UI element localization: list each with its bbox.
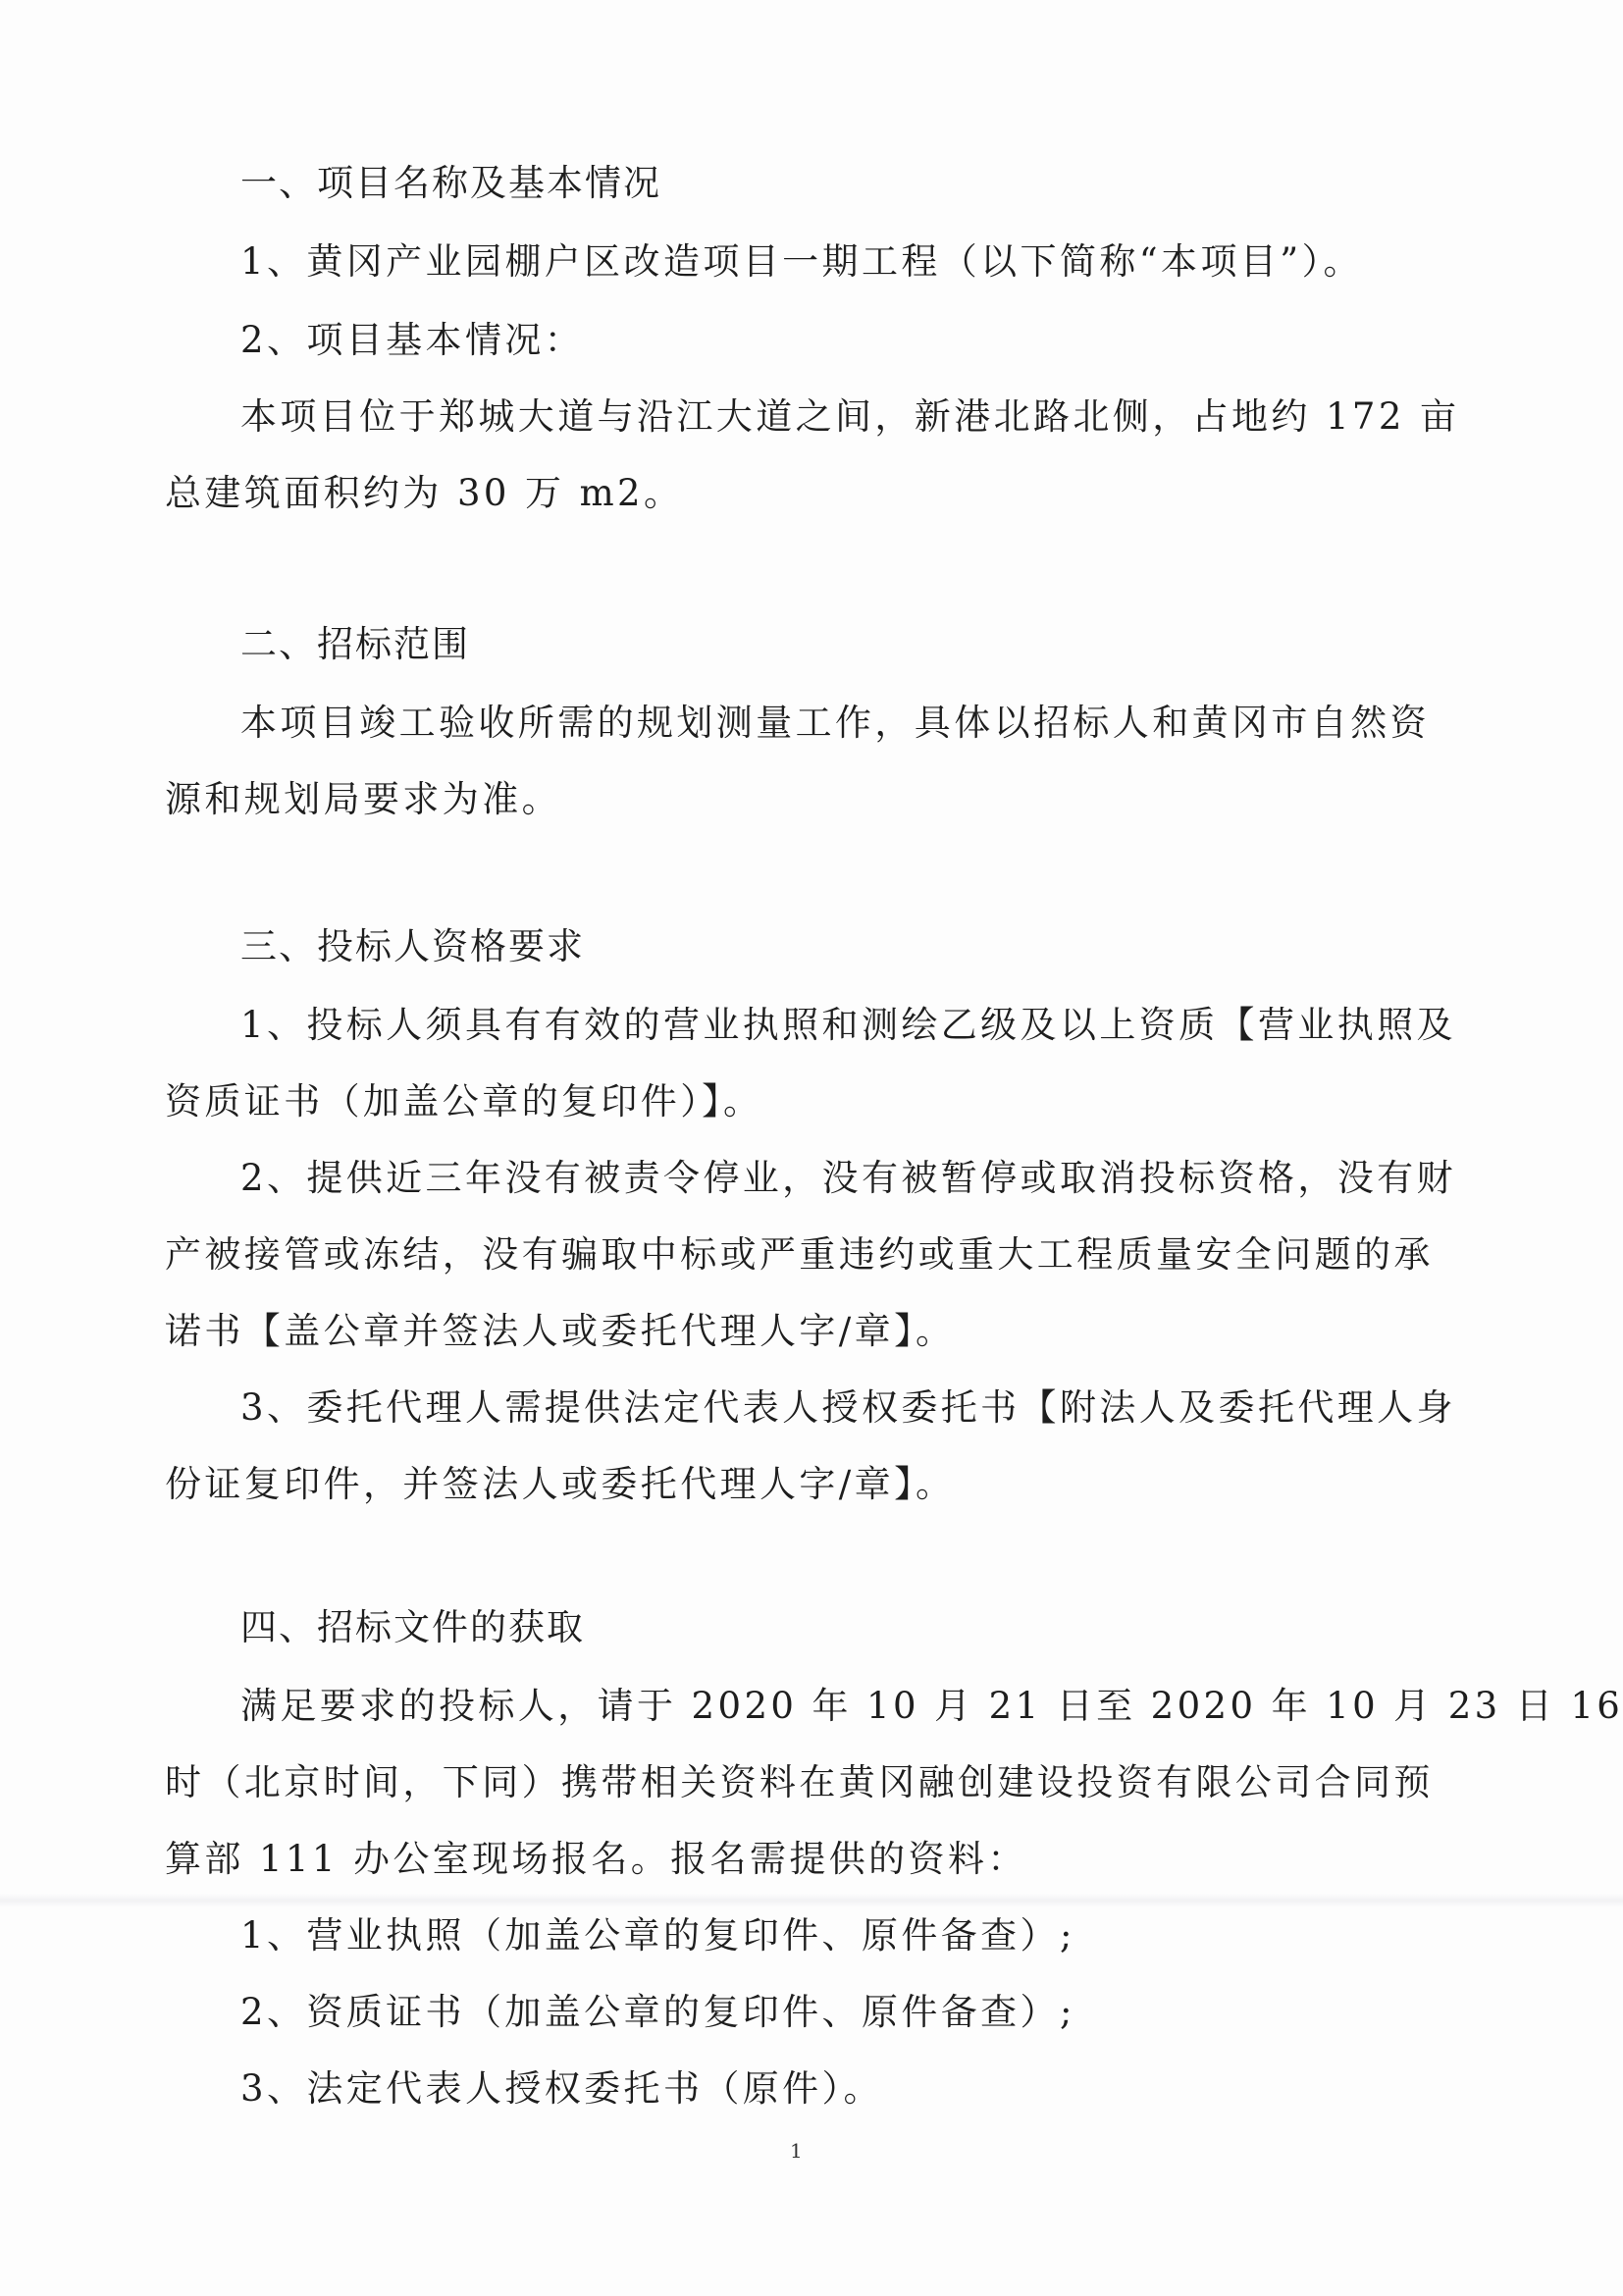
section-2-paragraph-1-line-2: 源和规划局要求为准。 bbox=[165, 778, 561, 820]
section-1-paragraph-1: 1、黄冈产业园棚户区改造项目一期工程（以下简称“本项目”）。 bbox=[240, 240, 1363, 283]
section-4-paragraph-1-line-1: 满足要求的投标人，请于 2020 年 10 月 21 日至 2020 年 10 月 23 日 16 bbox=[240, 1685, 1623, 1727]
section-4-item-1: 1、营业执照（加盖公章的复印件、原件备查）; bbox=[240, 1914, 1075, 1957]
section-4-paragraph-1-line-3: 算部 111 办公室现场报名。报名需提供的资料： bbox=[165, 1838, 1027, 1880]
section-3-paragraph-2-line-1: 2、提供近三年没有被责令停业，没有被暂停或取消投标资格，没有财 bbox=[240, 1157, 1456, 1199]
section-4-item-2: 2、资质证书（加盖公章的复印件、原件备查）; bbox=[240, 1991, 1075, 2033]
section-3-paragraph-1-line-2: 资质证书（加盖公章的复印件）】。 bbox=[165, 1080, 763, 1122]
section-4-paragraph-1-line-2: 时（北京时间，下同）携带相关资料在黄冈融创建设投资有限公司合同预 bbox=[165, 1761, 1434, 1803]
section-3-paragraph-1-line-1: 1、投标人须具有有效的营业执照和测绘乙级及以上资质【营业执照及 bbox=[240, 1004, 1456, 1046]
section-heading-1: 一、项目名称及基本情况 bbox=[240, 162, 661, 204]
section-1-paragraph-3-line-1: 本项目位于郑城大道与沿江大道之间，新港北路北侧，占地约 172 亩 bbox=[240, 395, 1460, 438]
section-4-item-3: 3、法定代表人授权委托书（原件）。 bbox=[240, 2067, 883, 2110]
scan-artifact bbox=[0, 1894, 1623, 1907]
section-3-paragraph-2-line-3: 诺书【盖公章并签法人或委托代理人字/章】。 bbox=[165, 1310, 956, 1352]
section-1-paragraph-2: 2、项目基本情况： bbox=[240, 319, 585, 361]
page-number: 1 bbox=[790, 2139, 803, 2163]
section-heading-3: 三、投标人资格要求 bbox=[240, 925, 585, 967]
section-2-paragraph-1-line-1: 本项目竣工验收所需的规划测量工作，具体以招标人和黄冈市自然资 bbox=[240, 702, 1430, 744]
section-1-paragraph-3-line-2: 总建筑面积约为 30 万 m2。 bbox=[165, 472, 684, 514]
section-3-paragraph-2-line-2: 产被接管或冻结，没有骗取中标或严重违约或重大工程质量安全问题的承 bbox=[165, 1233, 1434, 1276]
section-heading-2: 二、招标范围 bbox=[240, 623, 470, 665]
section-heading-4: 四、招标文件的获取 bbox=[240, 1606, 585, 1648]
section-3-paragraph-3-line-2: 份证复印件，并签法人或委托代理人字/章】。 bbox=[165, 1463, 956, 1505]
section-3-paragraph-3-line-1: 3、委托代理人需提供法定代表人授权委托书【附法人及委托代理人身 bbox=[240, 1386, 1456, 1429]
